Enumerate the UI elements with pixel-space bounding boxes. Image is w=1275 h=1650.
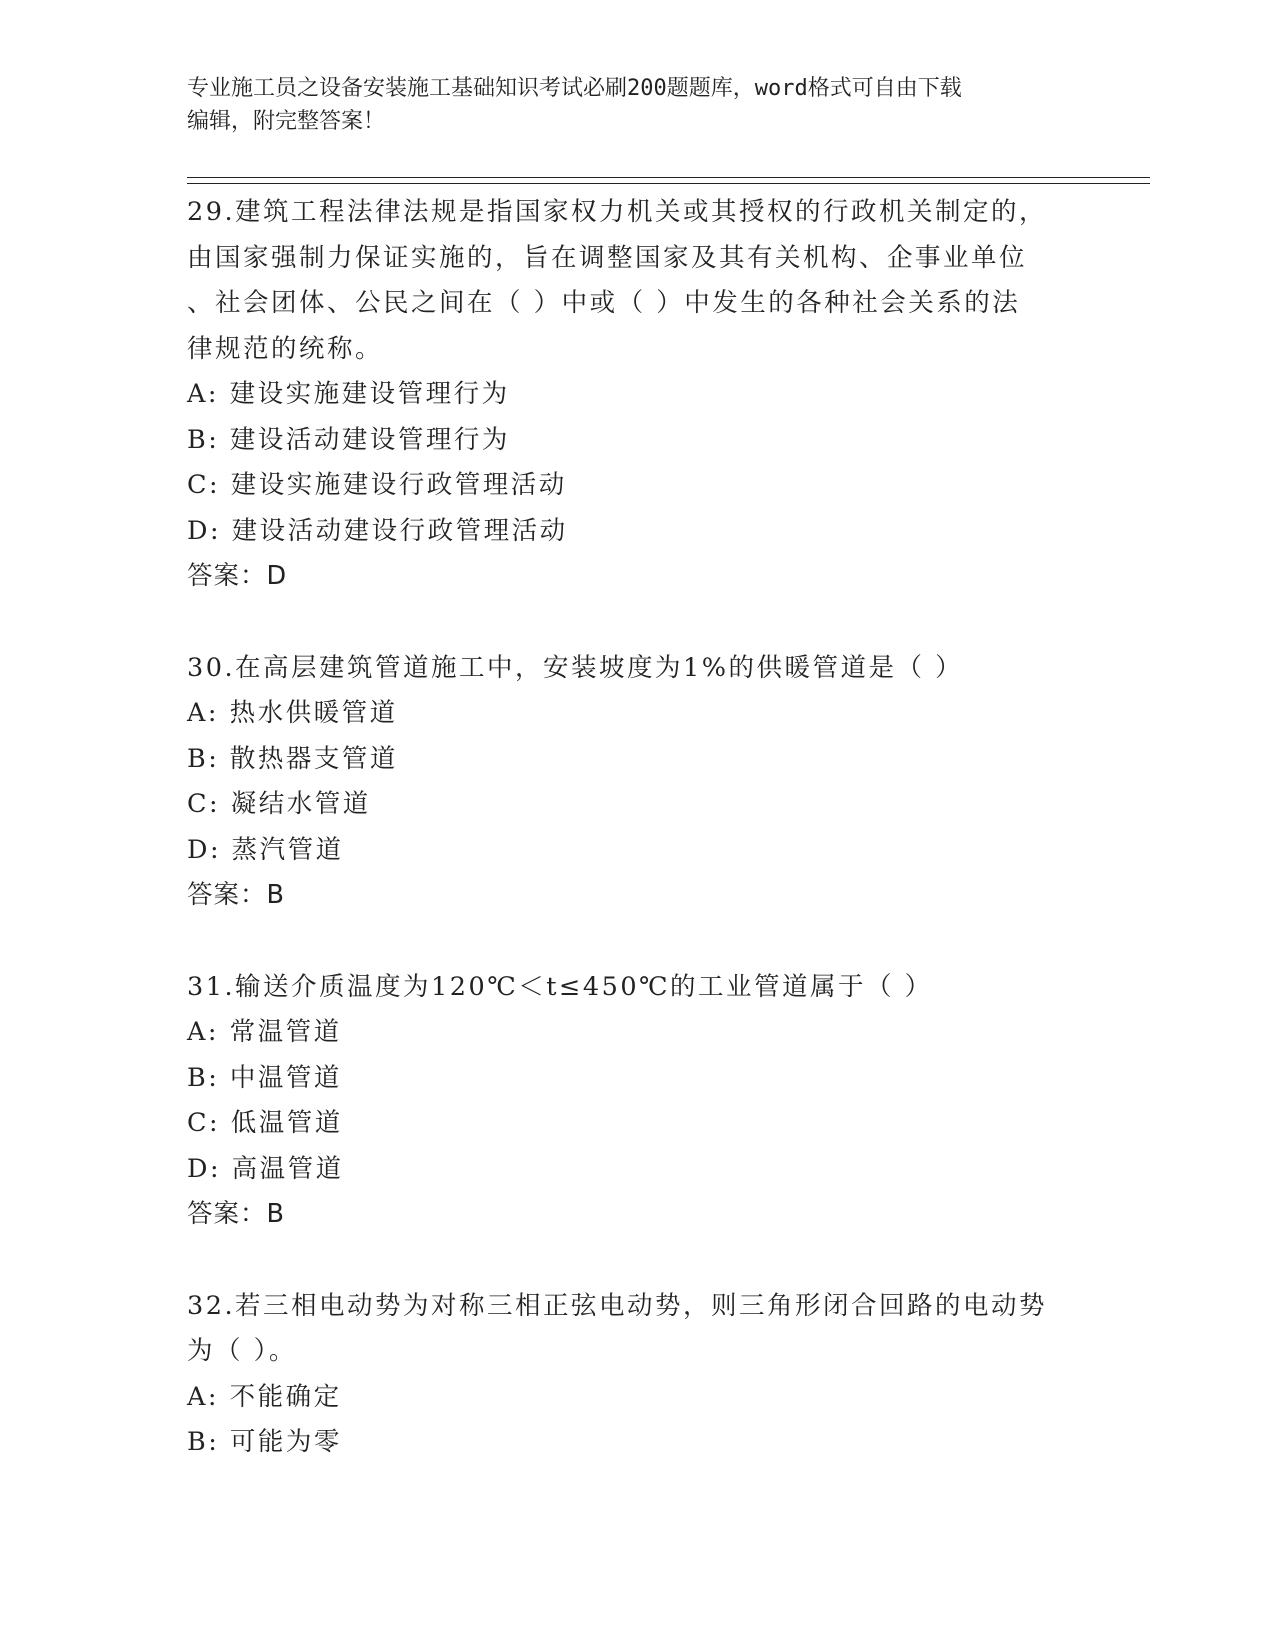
stem-line: 31.输送介质温度为120℃＜t≤450℃的工业管道属于（ ）: [187, 971, 933, 1002]
stem-line: 、社会团体、公民之间在（ ）中或（ ）中发生的各种社会关系的法: [187, 288, 1021, 318]
answer: 答案：D: [187, 561, 288, 591]
option-a: A: 常温管道: [187, 1017, 342, 1047]
option-b: B: 建设活动建设管理行为: [187, 424, 510, 455]
question-stem: [187, 1284, 1087, 1375]
question-stem: [187, 965, 1087, 1011]
stem-line: 为（ ）。: [187, 1336, 297, 1366]
question-29: [187, 190, 1087, 600]
question-30: [187, 646, 1087, 919]
stem-line: 由国家强制力保证实施的，旨在调整国家及其有关机构、企事业单位: [187, 242, 1028, 273]
document-header: [187, 72, 1087, 138]
option-d: D: 蒸汽管道: [187, 834, 344, 865]
option-b: B: 可能为零: [187, 1427, 342, 1457]
stem-line: 律规范的统称。: [187, 333, 384, 364]
option-c: C: 低温管道: [187, 1108, 343, 1138]
question-stem: [187, 190, 1087, 372]
option-a: A: 热水供暖管道: [187, 698, 398, 728]
question-list: [187, 190, 1087, 1512]
option-a: A: 不能确定: [187, 1381, 342, 1412]
option-a: A: 建设实施建设管理行为: [187, 379, 510, 409]
answer: 答案：B: [187, 1199, 285, 1229]
question-32: [187, 1284, 1087, 1466]
header-divider-bottom: [187, 183, 1150, 184]
header-line-1: 专业施工员之设备安装施工基础知识考试必刷200题题库，word格式可自由下载: [187, 76, 962, 101]
header-divider-top: [187, 177, 1150, 178]
option-d: D: 高温管道: [187, 1153, 344, 1184]
answer: 答案：B: [187, 880, 285, 910]
option-d: D: 建设活动建设行政管理活动: [187, 515, 568, 546]
question-31: [187, 965, 1087, 1238]
stem-line: 29.建筑工程法律法规是指国家权力机关或其授权的行政机关制定的，: [187, 197, 1048, 227]
stem-line: 32.若三相电动势为对称三相正弦电动势，则三角形闭合回路的电动势: [187, 1290, 1048, 1321]
option-b: B: 中温管道: [187, 1062, 342, 1093]
option-b: B: 散热器支管道: [187, 743, 398, 774]
option-c: C: 凝结水管道: [187, 789, 371, 819]
option-c: C: 建设实施建设行政管理活动: [187, 470, 567, 500]
header-line-2: 编辑，附完整答案！: [187, 109, 386, 134]
question-stem: [187, 646, 1087, 692]
stem-line: 30.在高层建筑管道施工中，安装坡度为1%的供暖管道是（ ）: [187, 652, 964, 683]
